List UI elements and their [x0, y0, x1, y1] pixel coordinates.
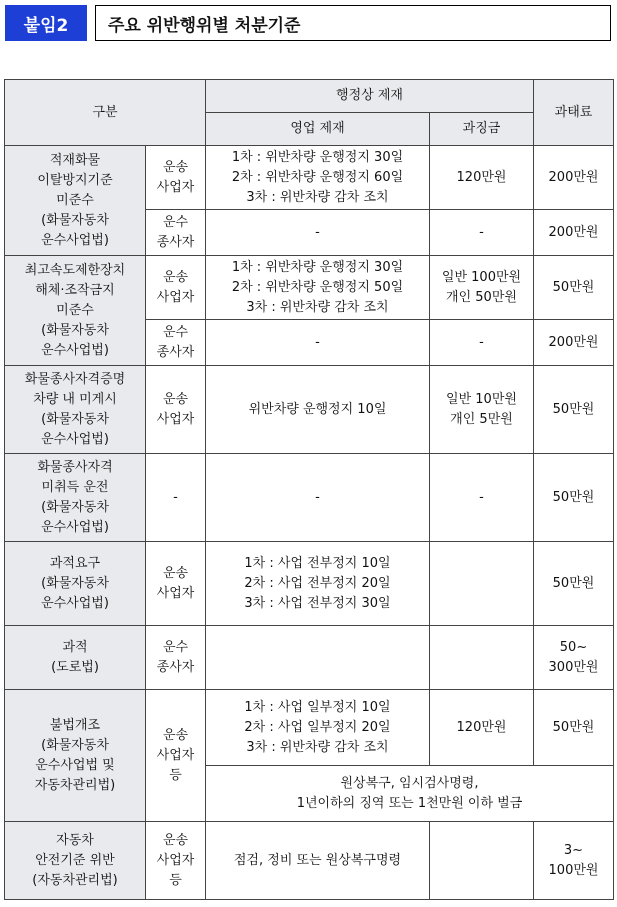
col-header-category: 구분 — [5, 80, 206, 146]
row-label: 과적 (도로법) — [5, 626, 146, 690]
fine-cell: 3~ 100만원 — [534, 822, 614, 900]
fine-cell: 50~ 300만원 — [534, 626, 614, 690]
surcharge-cell: - — [430, 454, 534, 542]
subject-cell: 운송 사업자 — [146, 542, 206, 626]
row-label: 화물종사자격증명 차량 내 미게시 (화물자동차 운수사업법) — [5, 366, 146, 454]
row-label: 화물종사자격 미취득 운전 (화물자동차 운수사업법) — [5, 454, 146, 542]
subject-cell: 운수 종사자 — [146, 210, 206, 256]
surcharge-cell: - — [430, 210, 534, 256]
surcharge-cell: 120만원 — [430, 690, 534, 766]
page-title: 주요 위반행위별 처분기준 — [95, 5, 611, 41]
surcharge-cell — [430, 542, 534, 626]
subject-cell: 운송 사업자 등 — [146, 822, 206, 900]
row-label: 적재화물 이탈방지기준 미준수 (화물자동차 운수사업법) — [5, 146, 146, 256]
fine-cell: 50만원 — [534, 454, 614, 542]
business-sanction-cell: 위반차량 운행정지 10일 — [206, 366, 430, 454]
row-label: 자동차 안전기준 위반 (자동차관리법) — [5, 822, 146, 900]
subject-cell: - — [146, 454, 206, 542]
business-sanction-cell — [206, 626, 430, 690]
row-label: 최고속도제한장치 해체·조작금지 미준수 (화물자동차 운수사업법) — [5, 256, 146, 366]
col-header-admin-sanction: 행정상 제재 — [206, 80, 534, 113]
additional-sanction-cell: 원상복구, 임시검사명령, 1년이하의 징역 또는 1천만원 이하 벌금 — [206, 766, 614, 822]
subject-cell: 운송 사업자 — [146, 366, 206, 454]
business-sanction-cell: 1차 : 사업 전부정지 10일 2차 : 사업 전부정지 20일 3차 : 사업 전부정지 30일 — [206, 542, 430, 626]
attachment-badge: 붙임2 — [5, 5, 87, 41]
subject-cell: 운송 사업자 등 — [146, 690, 206, 822]
fine-cell: 50만원 — [534, 542, 614, 626]
table-row — [5, 146, 614, 210]
table-row — [5, 626, 614, 690]
surcharge-cell: 120만원 — [430, 146, 534, 210]
table-row — [5, 454, 614, 542]
page-header — [5, 5, 613, 41]
business-sanction-cell: - — [206, 210, 430, 256]
surcharge-cell — [430, 822, 534, 900]
subject-cell: 운수 종사자 — [146, 320, 206, 366]
subject-cell: 운송 사업자 — [146, 146, 206, 210]
penalty-table — [4, 79, 614, 900]
fine-cell: 50만원 — [534, 690, 614, 766]
business-sanction-cell: - — [206, 320, 430, 366]
table-row — [5, 256, 614, 320]
table-row — [5, 822, 614, 900]
fine-cell: 200만원 — [534, 320, 614, 366]
row-label: 과적요구 (화물자동차 운수사업법) — [5, 542, 146, 626]
surcharge-cell: - — [430, 320, 534, 366]
col-header-surcharge: 과징금 — [430, 113, 534, 146]
business-sanction-cell: 1차 : 사업 일부정지 10일 2차 : 사업 일부정지 20일 3차 : 위반차량 감차 조치 — [206, 690, 430, 766]
table-row — [5, 690, 614, 766]
col-header-business-sanction: 영업 제재 — [206, 113, 430, 146]
surcharge-cell — [430, 626, 534, 690]
row-label: 불법개조 (화물자동차 운수사업법 및 자동차관리법) — [5, 690, 146, 822]
col-header-fine: 과태료 — [534, 80, 614, 146]
subject-cell: 운수 종사자 — [146, 626, 206, 690]
business-sanction-cell: 1차 : 위반차량 운행정지 30일 2차 : 위반차량 운행정지 50일 3차 : 위반차량 감차 조치 — [206, 256, 430, 320]
business-sanction-cell: 1차 : 위반차량 운행정지 30일 2차 : 위반차량 운행정지 60일 3차 : 위반차량 감차 조치 — [206, 146, 430, 210]
fine-cell: 50만원 — [534, 256, 614, 320]
surcharge-cell: 일반 100만원 개인 50만원 — [430, 256, 534, 320]
table-row — [5, 542, 614, 626]
table-row — [5, 366, 614, 454]
fine-cell: 50만원 — [534, 366, 614, 454]
business-sanction-cell: - — [206, 454, 430, 542]
fine-cell: 200만원 — [534, 210, 614, 256]
business-sanction-cell: 점검, 정비 또는 원상복구명령 — [206, 822, 430, 900]
fine-cell: 200만원 — [534, 146, 614, 210]
surcharge-cell: 일반 10만원 개인 5만원 — [430, 366, 534, 454]
subject-cell: 운송 사업자 — [146, 256, 206, 320]
